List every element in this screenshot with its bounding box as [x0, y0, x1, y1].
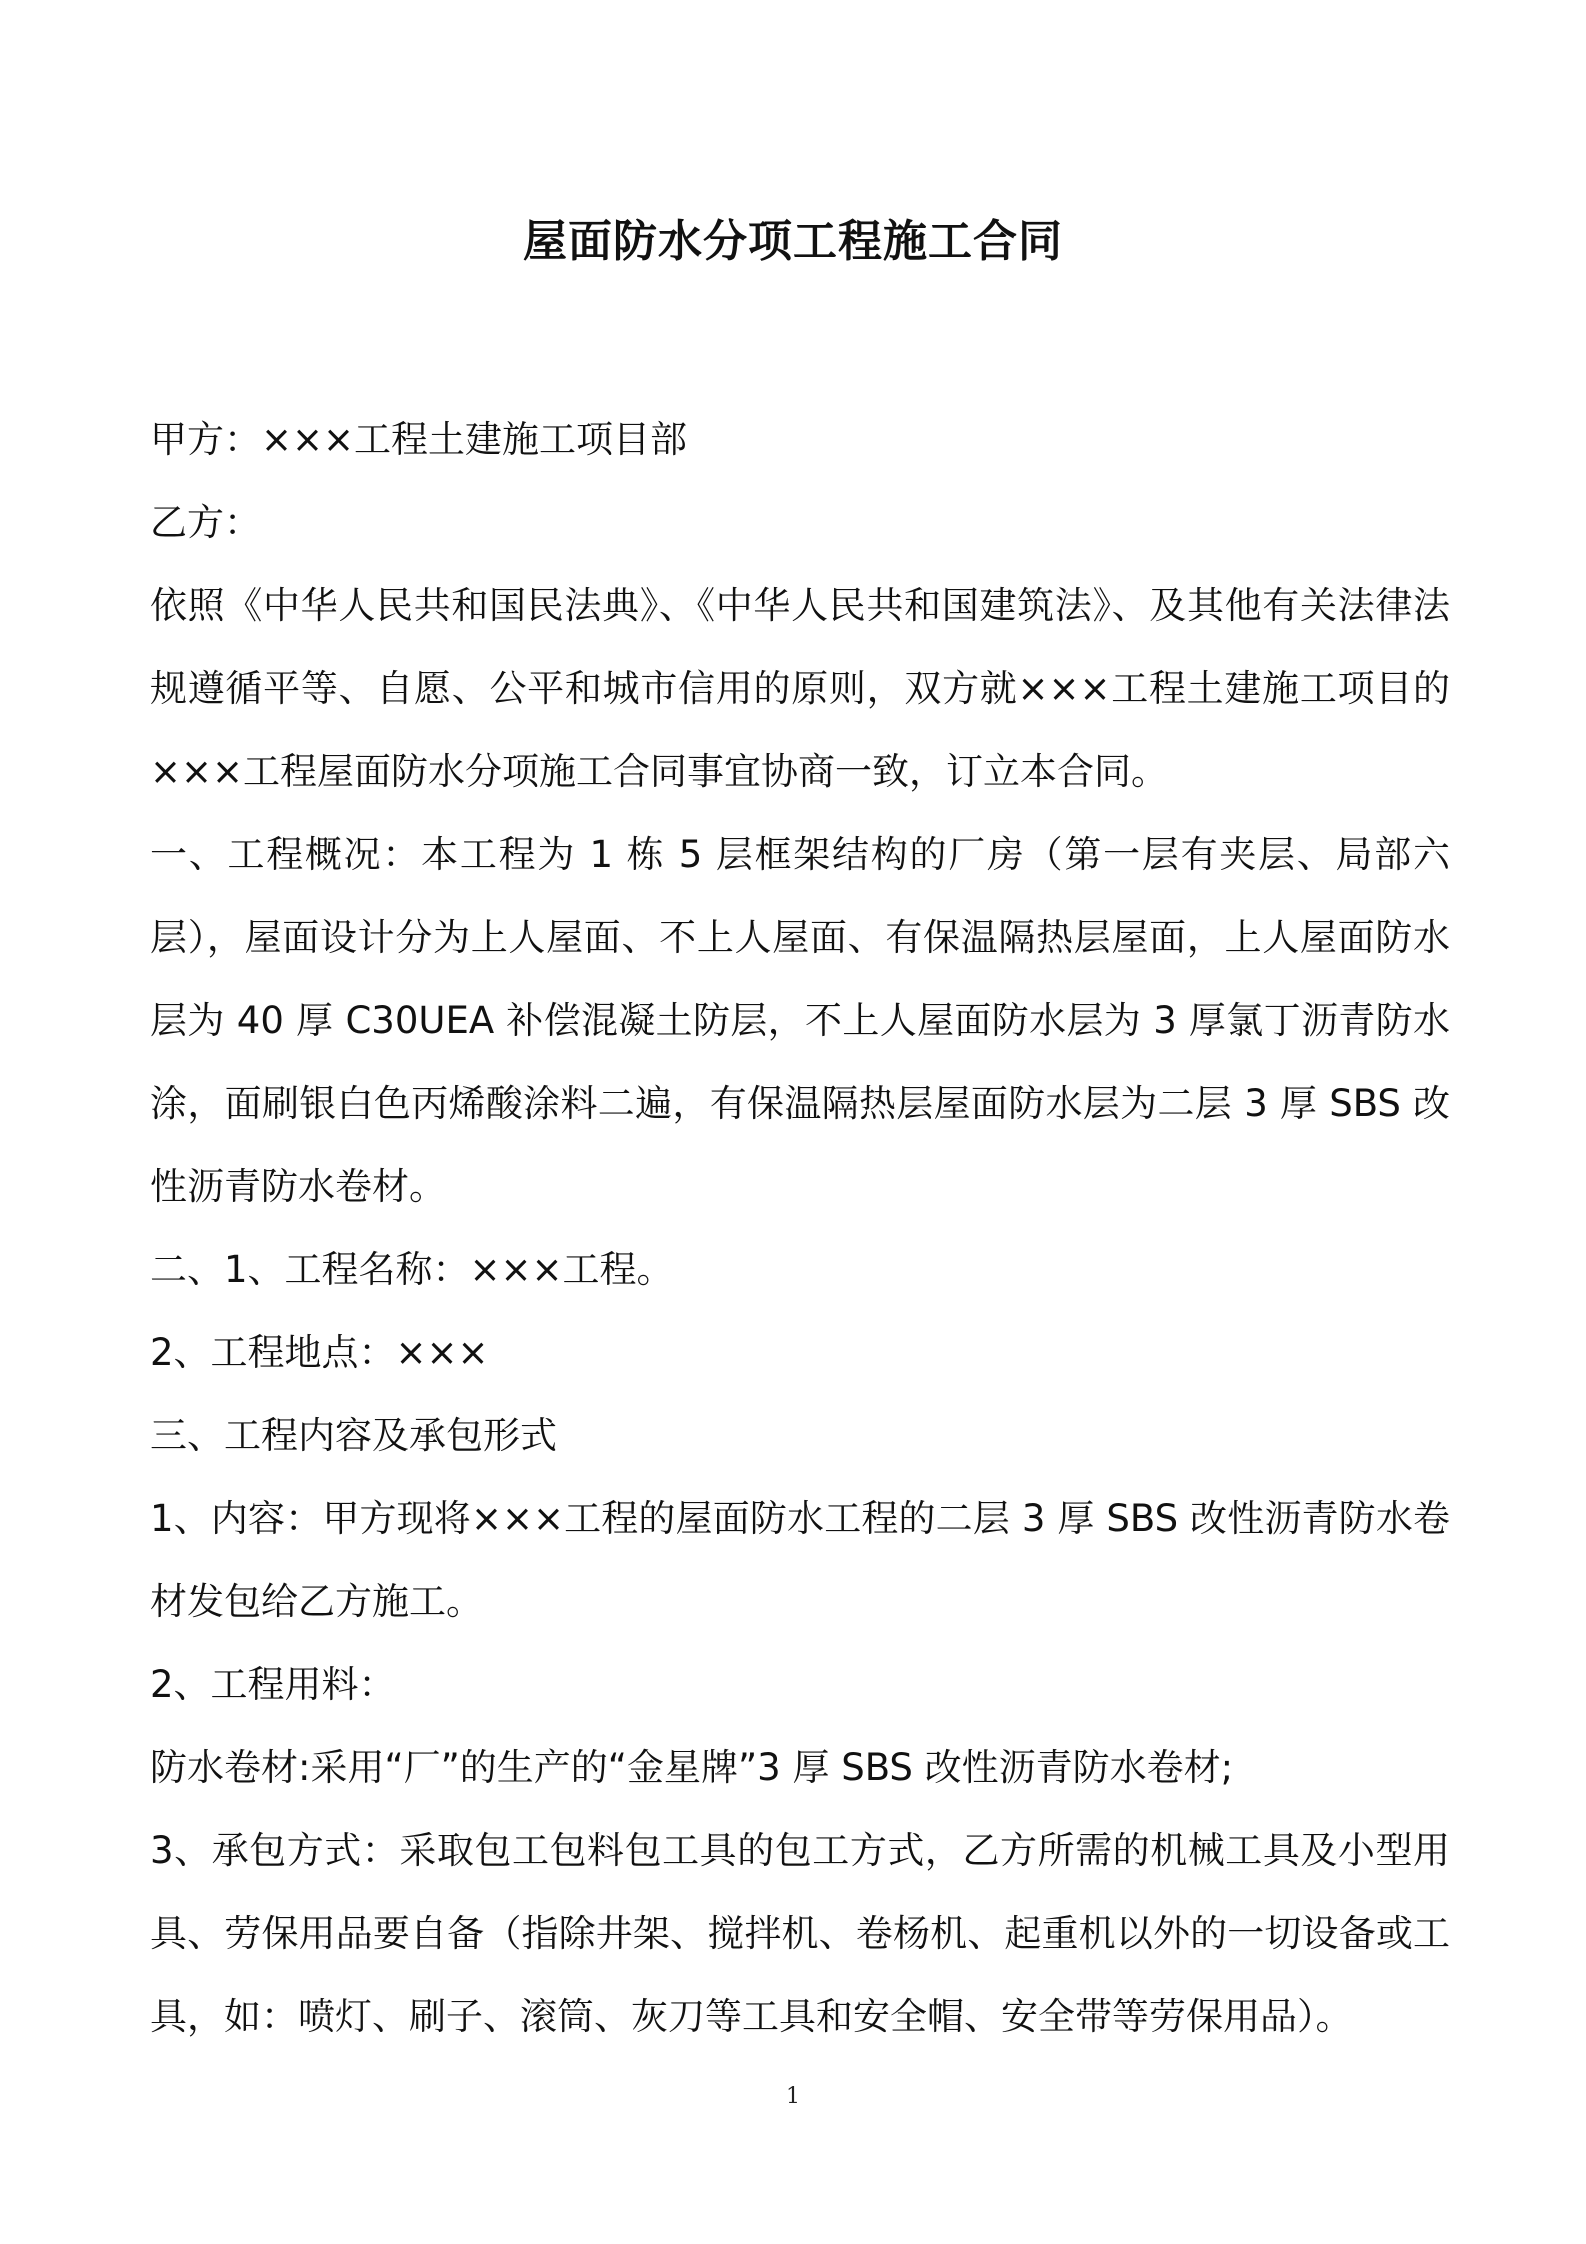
contract-method-paragraph: 3、承包方式：采取包工包料包工具的包工方式，乙方所需的机械工具及小型用具、劳保用品要自备（指除井架、搅拌机、卷杨机、起重机以外的一切设备或工具，如：喷灯、刷子、滚筒、灰刀等工具和安全帽、安全带等劳保用品）。 — [150, 1829, 1450, 2038]
scope-content-paragraph: 1、内容：甲方现将×××工程的屋面防水工程的二层 3 厚 SBS 改性沥青防水卷材发包给乙方施工。 — [150, 1497, 1450, 1623]
materials-heading: 2、工程用料： — [150, 1663, 396, 1706]
page-number: 1 — [786, 2084, 800, 2109]
document-title: 屋面防水分项工程施工合同 — [523, 216, 1063, 267]
project-overview-paragraph: 一、工程概况：本工程为 1 栋 5 层框架结构的厂房（第一层有夹层、局部六层），屋面设计分为上人屋面、不上人屋面、有保温隔热层屋面，上人屋面防水层为 40 厚 C30UEA 补偿混凝土防层，不上人屋面防水层为 3 厚氯丁沥青防水涂，面刷银白色丙烯酸涂料二遍，有保温隔热层屋面防水层为二层 3 厚 SBS 改性沥青防水卷材。 — [150, 833, 1450, 1208]
party-a-line: 甲方：×××工程土建施工项目部 — [150, 418, 688, 461]
party-b-line: 乙方： — [150, 501, 261, 544]
project-name-line: 二、1、工程名称：×××工程。 — [150, 1248, 674, 1291]
document-body — [150, 398, 1450, 2058]
section-heading-scope: 三、工程内容及承包形式 — [150, 1414, 557, 1457]
preamble-paragraph: 依照《中华人民共和国民法典》、《中华人民共和国建筑法》、及其他有关法律法规遵循平等、自愿、公平和城市信用的原则，双方就×××工程土建施工项目的×××工程屋面防水分项施工合同事宜协商一致，订立本合同。 — [150, 584, 1450, 793]
project-location-line: 2、工程地点：××× — [150, 1331, 489, 1374]
membrane-material-line: 防水卷材:采用“厂”的生产的“金星牌”3 厚 SBS 改性沥青防水卷材; — [150, 1746, 1234, 1789]
